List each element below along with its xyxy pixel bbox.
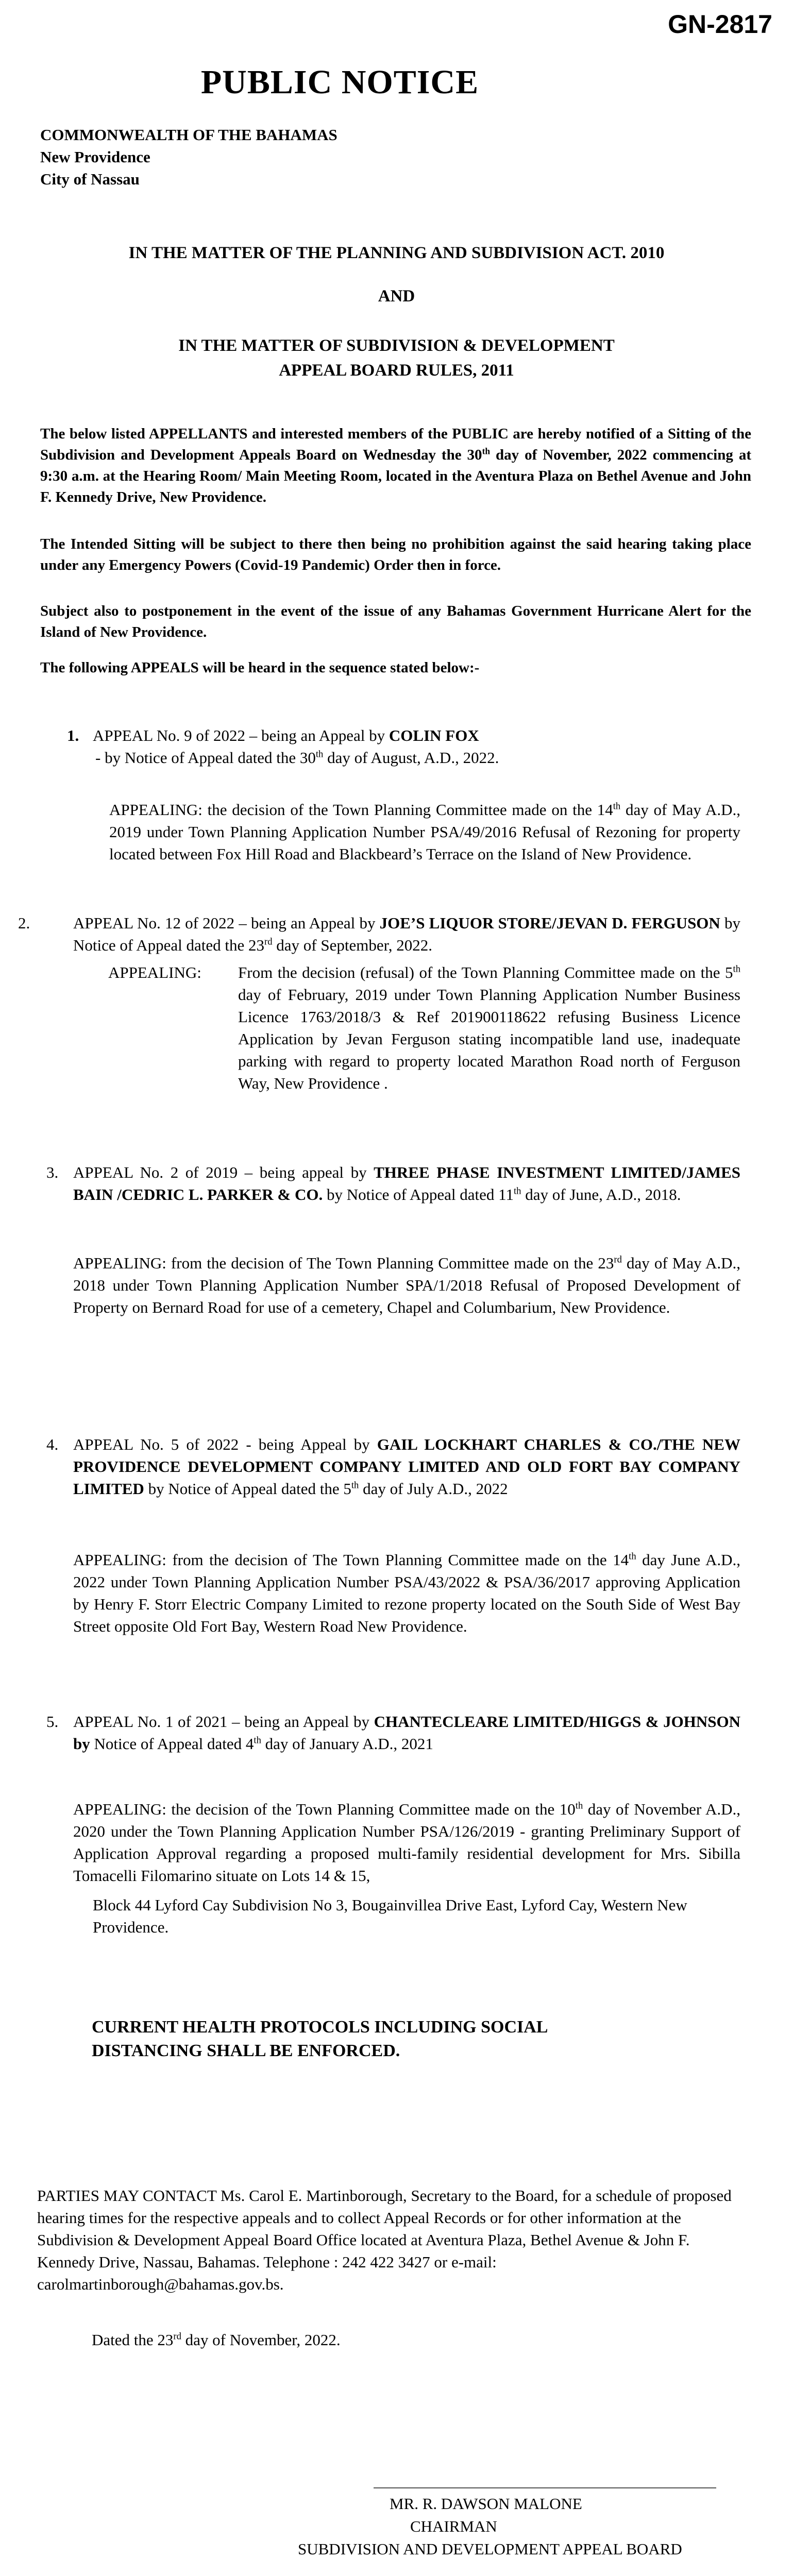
intro-paragraph-2: The Intended Sitting will be subject to there then being no prohibition against the said hearing taking place under any Emergency Powers (Covid-19 Pandemic) Order then in force. xyxy=(40,536,751,573)
intro-paragraph-3: Subject also to postponement in the event of the issue of any Bahamas Government Hurricane Alert for the Island of New Providence. xyxy=(40,603,751,640)
address-line: City of Nassau xyxy=(40,170,140,188)
appeal-3-heading: APPEAL No. 2 of 2019 – being appeal by THREE PHASE INVESTMENT LIMITED/JAMES BAIN /CEDRIC L. PARKER & CO. by Notice of Appeal dated 11th day of June, A.D., 2018. xyxy=(73,1163,740,1204)
contact-paragraph: PARTIES MAY CONTACT Ms. Carol E. Martinborough, Secretary to the Board, for a schedule of proposed hearing times for the respective appeals and to collect Appeal Records or for other information at the Subdivision & Development Appeal Board Office located at Aventura Plaza, Bethel Avenue & John F. Kennedy Drive, Nassau, Bahamas. Telephone : 242 422 3427 or e-mail: carolmartinborough@bahamas.gov.bs. xyxy=(37,2187,732,2293)
appeal-4-body: APPEALING: from the decision of The Town Planning Committee made on the 14th day June A.D., 2022 under Town Planning Application Number PSA/43/2022 & PSA/36/2017 approving Application by Henry F. Storr Electric Company Limited to rezone property located on the South Side of West Bay Street opposite Old Fort Bay, Western Road New Providence. xyxy=(73,1551,740,1635)
appeal-number: 1. xyxy=(67,726,79,744)
intro-paragraph-4: The following APPEALS will be heard in the sequence stated below:- xyxy=(40,659,480,676)
address-line: New Providence xyxy=(40,148,150,166)
appeal-2-heading: APPEAL No. 12 of 2022 – being an Appeal by JOE’S LIQUOR STORE/JEVAN D. FERGUSON by Notice of Appeal dated the 23rd day of September, 2022. xyxy=(73,914,740,954)
intro-paragraph-1: The below listed APPELLANTS and interested members of the PUBLIC are hereby notified of a Sitting of the Subdivision and Development Appeals Board on Wednesday the 30th day of November, 2022 commencing at 9:30 a.m. at the Hearing Room/ Main Meeting Room, located in the Aventura Plaza on Bethel Avenue and John F. Kennedy Drive, New Providence. xyxy=(40,426,751,505)
signature-line xyxy=(374,2487,716,2488)
appeal-1-body: APPEALING: the decision of the Town Planning Committee made on the 14th day of May A.D., 2019 under Town Planning Application Number PSA/49/2016 Refusal of Rezoning for property located between Fox Hill Road and Blackbeard’s Terrace on the Island of New Providence. xyxy=(109,801,740,863)
heading-appeal-rules-1: IN THE MATTER OF SUBDIVISION & DEVELOPMENT xyxy=(178,336,615,355)
heading-planning-act: IN THE MATTER OF THE PLANNING AND SUBDIVISION ACT. 2010 xyxy=(128,244,665,262)
appeal-5-body-cont: Block 44 Lyford Cay Subdivision No 3, Bougainvillea Drive East, Lyford Cay, Western New Providence. xyxy=(93,1896,687,1936)
health-protocols-notice: CURRENT HEALTH PROTOCOLS INCLUDING SOCIAL DISTANCING SHALL BE ENFORCED. xyxy=(92,2018,547,2060)
page-title: PUBLIC NOTICE xyxy=(200,63,479,101)
appeal-2-body: From the decision (refusal) of the Town Planning Committee made on the 5th day of February, 2019 under Town Planning Application Number Business Licence 1763/2018/3 & Ref 201900118622 refusing Business Licence Application by Jevan Ferguson stating incompatible land use, inadequate parking with regard to property located Marathon Road north of Ferguson Way, New Providence . xyxy=(238,963,740,1092)
appeal-number: 5. xyxy=(46,1713,59,1731)
heading-appeal-rules-2: APPEAL BOARD RULES, 2011 xyxy=(279,361,514,380)
address-line: COMMONWEALTH OF THE BAHAMAS xyxy=(40,126,338,144)
appeal-5-heading: APPEAL No. 1 of 2021 – being an Appeal by CHANTECLEARE LIMITED/HIGGS & JOHNSON by Notice of Appeal dated 4th day of January A.D., 2021 xyxy=(73,1713,740,1753)
appeal-1-heading: APPEAL No. 9 of 2022 – being an Appeal by COLIN FOX xyxy=(93,726,479,744)
appeal-5-body: APPEALING: the decision of the Town Planning Committee made on the 10th day of November A.D., 2020 under the Town Planning Application Number PSA/126/2019 - granting Preliminary Support of Application Approval regarding a proposed multi-family residential development for Mrs. Sibilla Tomacelli Filomarino situate on Lots 14 & 15, xyxy=(73,1800,740,1885)
appeal-number: 2. xyxy=(18,914,30,932)
notice-reference: GN-2817 xyxy=(668,10,772,39)
appeal-number: 4. xyxy=(46,1435,59,1453)
heading-and: AND xyxy=(378,287,415,306)
appeal-4-heading: APPEAL No. 5 of 2022 - being Appeal by GAIL LOCKHART CHARLES & CO./THE NEW PROVIDENCE DEVELOPMENT COMPANY LIMITED AND OLD FORT BAY COMPANY LIMITED by Notice of Appeal dated the 5th day of July A.D., 2022 xyxy=(73,1435,740,1498)
dated-line: Dated the 23rd day of November, 2022. xyxy=(92,2331,341,2349)
address-block xyxy=(40,124,338,190)
appeal-number: 3. xyxy=(46,1163,59,1181)
appeal-2-label: APPEALING: xyxy=(108,963,201,981)
appeal-3-body: APPEALING: from the decision of The Town Planning Committee made on the 23rd day of May A.D., 2018 under Town Planning Application Number SPA/1/2018 Refusal of Proposed Development of Property on Bernard Road for use of a cemetery, Chapel and Columbarium, New Providence. xyxy=(73,1254,740,1316)
signatory-board: SUBDIVISION AND DEVELOPMENT APPEAL BOARD xyxy=(298,2540,682,2558)
signatory-name: MR. R. DAWSON MALONE xyxy=(390,2495,582,2513)
appeal-1-notice: - by Notice of Appeal dated the 30th day of August, A.D., 2022. xyxy=(95,749,499,767)
signatory-role: CHAIRMAN xyxy=(410,2517,497,2535)
